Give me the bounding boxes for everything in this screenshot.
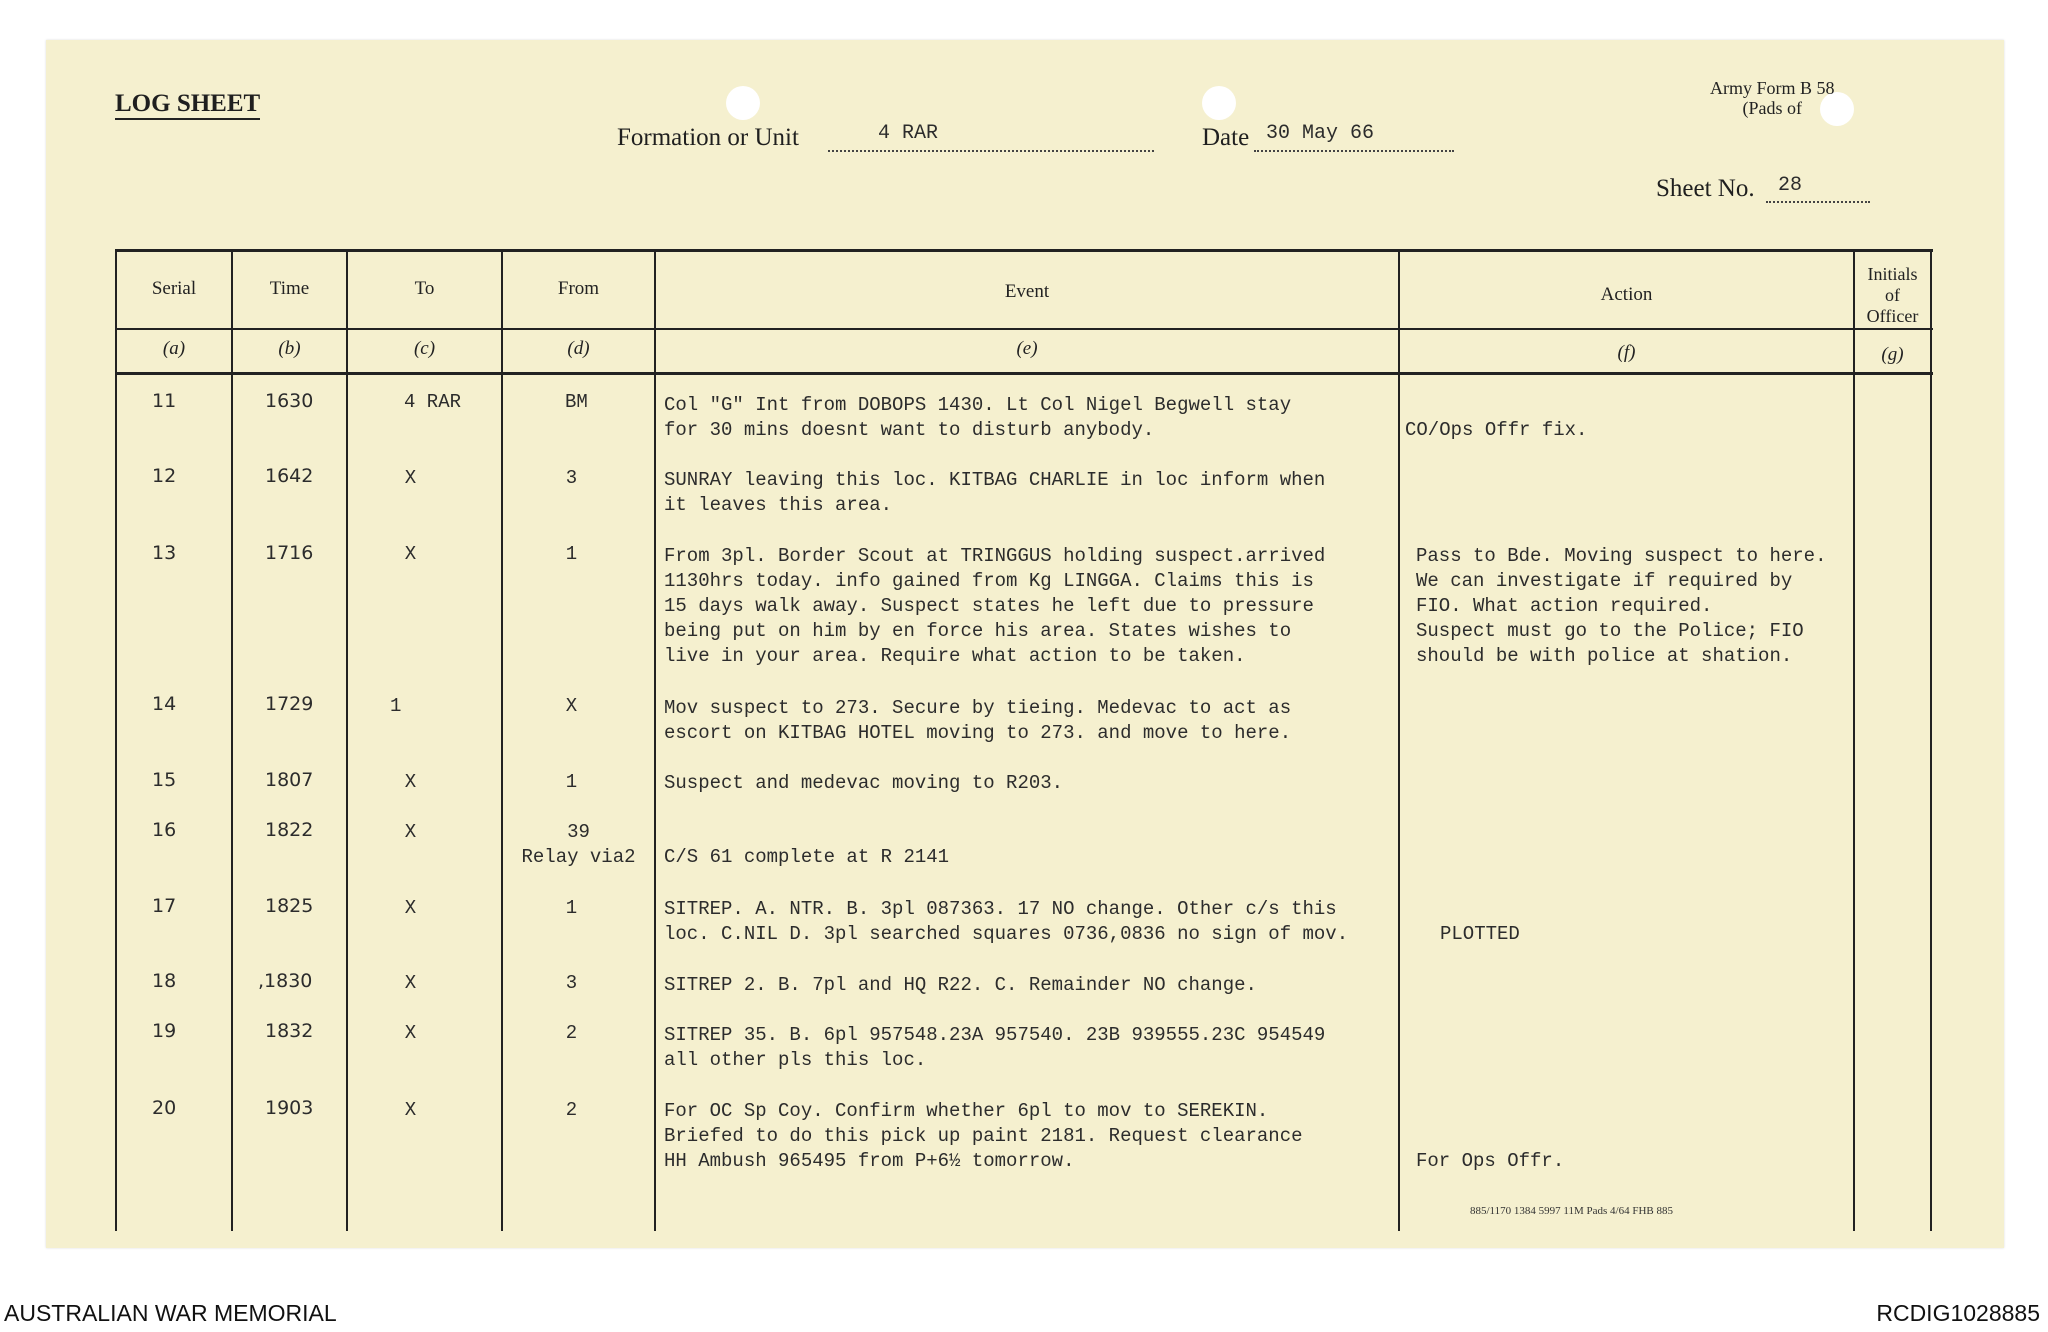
- punch-hole-middle: [1202, 86, 1236, 120]
- row-from: 1: [565, 897, 578, 919]
- row-event: SITREP. A. NTR. B. 3pl 087363. 17 NO change. Other c/s this loc. C.NIL D. 3pl searched squares 0736,0836 no sign of mov.: [664, 898, 1349, 945]
- col-letter-a: (a): [162, 338, 186, 359]
- col-rule-1: [231, 249, 233, 1231]
- table-letter-rule: [115, 328, 1933, 330]
- row-serial: 18: [152, 970, 177, 992]
- row-to: X: [404, 1099, 417, 1121]
- col-letter-g: (g): [1881, 344, 1904, 365]
- army-form-line2: (Pads of: [1742, 98, 1802, 118]
- col-rule-2: [346, 249, 348, 1231]
- row-time: 1729: [265, 693, 314, 715]
- col-header-action: Action: [1600, 284, 1653, 305]
- row-to: X: [404, 897, 417, 919]
- sheet-value: 28: [1778, 174, 1803, 197]
- row-event: SITREP 35. B. 6pl 957548.23A 957540. 23B 939555.23C 954549 all other pls this loc.: [664, 1024, 1326, 1071]
- row-serial: 20: [152, 1097, 177, 1119]
- log-sheet-title: LOG SHEET: [115, 90, 260, 120]
- row-from: 2: [565, 1022, 578, 1044]
- row-event: SUNRAY leaving this loc. KITBAG CHARLIE in loc inform when it leaves this area.: [664, 469, 1326, 516]
- row-serial: 15: [152, 769, 177, 791]
- footer-record-id: RCDIG1028885: [1876, 1300, 2040, 1326]
- row-event: SITREP 2. B. 7pl and HQ R22. C. Remainder NO change.: [664, 974, 1257, 996]
- col-rule-7: [1930, 249, 1932, 1231]
- row-to: X: [404, 972, 417, 994]
- row-time: 1822: [265, 819, 314, 841]
- row-action: CO/Ops Offr fix.: [1405, 419, 1588, 441]
- row-event: C/S 61 complete at R 2141: [664, 846, 950, 868]
- row-time: 1716: [265, 542, 314, 564]
- col-header-serial: Serial: [151, 278, 197, 299]
- row-action: PLOTTED: [1440, 923, 1520, 945]
- row-from: 3: [565, 467, 578, 489]
- row-event: Mov suspect to 273. Secure by tieing. Medevac to act as escort on KITBAG HOTEL moving to 273. and move to here.: [664, 697, 1292, 744]
- row-event: For OC Sp Coy. Confirm whether 6pl to mov to SEREKIN. Briefed to do this pick up paint 2181. Request clearance HH Ambush 965495 from P+6½ tomorrow.: [664, 1100, 1303, 1172]
- col-header-from: From: [557, 278, 600, 299]
- row-action: Pass to Bde. Moving suspect to here. We can investigate if required by FIO. What action required. Suspect must go to the Police; FIO should be with police at shation.: [1416, 545, 1827, 667]
- row-to: X: [404, 771, 417, 793]
- printer-code: 885/1170 1384 5997 11M Pads 4/64 FHB 885: [1470, 1205, 1674, 1217]
- row-from: 39 Relay via2: [521, 821, 636, 868]
- row-serial: 17: [152, 895, 177, 917]
- table-top-rule: [115, 249, 1933, 252]
- row-to: X: [404, 467, 417, 489]
- col-rule-0: [115, 249, 117, 1231]
- col-letter-d: (d): [567, 338, 590, 359]
- army-form-number: [1710, 78, 1835, 118]
- row-event: From 3pl. Border Scout at TRINGGUS holding suspect.arrived 1130hrs today. info gained from Kg LINGGA. Claims this is 15 days walk away. Suspect states he left due to pressure being put on him by en force his area. States wishes to live in your area. Require what action to be taken.: [664, 545, 1326, 667]
- row-from: 2: [565, 1099, 578, 1121]
- table-header-bottom-rule: [115, 372, 1933, 375]
- row-serial: 13: [152, 542, 177, 564]
- row-event: Suspect and medevac moving to R203.: [664, 772, 1064, 794]
- row-to: 1: [390, 695, 402, 717]
- date-value: 30 May 66: [1266, 122, 1375, 145]
- col-rule-4: [654, 249, 656, 1231]
- row-from: X: [565, 695, 578, 717]
- army-form-line1: Army Form B 58: [1710, 78, 1835, 98]
- col-letter-e: (e): [1016, 338, 1038, 359]
- col-header-time: Time: [269, 278, 310, 299]
- row-time: 1903: [265, 1097, 314, 1119]
- footer-source: AUSTRALIAN WAR MEMORIAL: [4, 1300, 337, 1326]
- date-label: Date: [1202, 124, 1250, 151]
- row-serial: 19: [152, 1020, 177, 1042]
- col-header-event: Event: [1004, 281, 1050, 302]
- row-to: X: [404, 1022, 417, 1044]
- row-action: For Ops Offr.: [1416, 1150, 1565, 1172]
- row-time: ,1830: [258, 970, 313, 992]
- sheet-label: Sheet No.: [1656, 175, 1755, 202]
- row-event: Col "G" Int from DOBOPS 1430. Lt Col Nigel Begwell stay for 30 mins doesnt want to disturb anybody.: [664, 394, 1292, 441]
- col-letter-b: (b): [278, 338, 301, 359]
- col-letter-f: (f): [1617, 342, 1636, 363]
- formation-dotline: [828, 122, 1154, 152]
- col-header-to: To: [414, 278, 435, 299]
- col-rule-6: [1853, 249, 1855, 1231]
- row-serial: 16: [152, 819, 177, 841]
- formation-value: 4 RAR: [878, 122, 939, 145]
- row-from: BM: [565, 391, 588, 413]
- col-letter-c: (c): [413, 338, 436, 359]
- row-to: X: [404, 821, 417, 843]
- col-rule-3: [501, 249, 503, 1231]
- row-from: 1: [565, 543, 578, 565]
- row-from: 1: [565, 771, 578, 793]
- formation-label: Formation or Unit: [617, 124, 799, 151]
- row-from: 3: [565, 972, 578, 994]
- row-to: X: [404, 543, 417, 565]
- row-time: 1825: [265, 895, 314, 917]
- row-time: 1807: [265, 769, 314, 791]
- punch-hole-left: [726, 86, 760, 120]
- row-time: 1642: [265, 465, 314, 487]
- row-serial: 12: [152, 465, 177, 487]
- row-time: 1630: [265, 390, 314, 412]
- row-time: 1832: [265, 1020, 314, 1042]
- col-header-initials: Initials of Officer: [1866, 264, 1919, 326]
- col-rule-5: [1398, 249, 1400, 1231]
- row-serial: 11: [152, 390, 177, 412]
- row-to: 4 RAR: [404, 391, 462, 413]
- row-serial: 14: [152, 693, 177, 715]
